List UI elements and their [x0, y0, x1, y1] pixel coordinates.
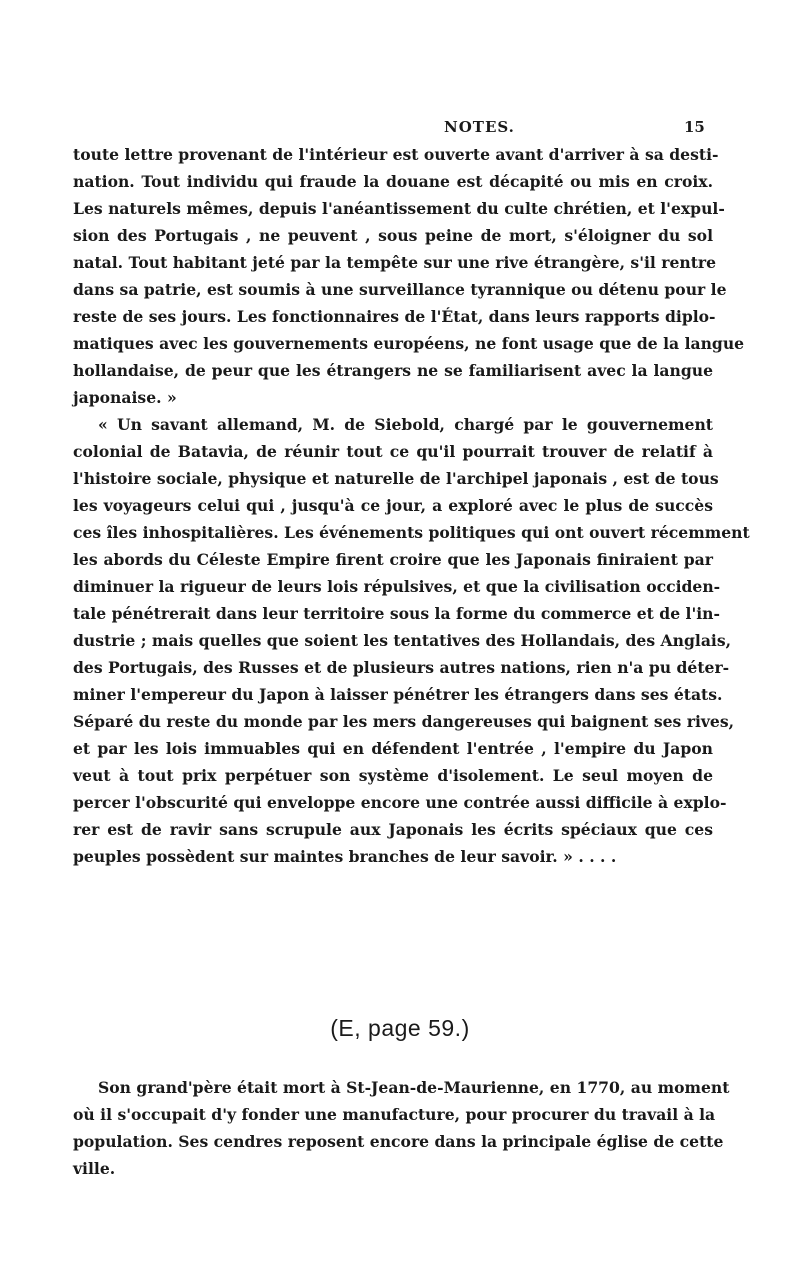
text-line: Séparé du reste du monde par les mers dangereuses qui baignent ses rives, — [73, 712, 735, 731]
text-line: miner l'empereur du Japon à laisser pénétrer les étrangers dans ses états. — [73, 685, 723, 704]
text-line: dustrie ; mais quelles que soient les tentatives des Hollandais, des Anglais, — [73, 631, 732, 650]
text-line: colonial de Batavia, de réunir tout ce qu'il pourrait trouver de relatif à — [73, 442, 713, 461]
page-header — [0, 118, 800, 142]
text-line: hollandaise, de peur que les étrangers ne se familiarisent avec la langue — [73, 361, 713, 380]
text-line: où il s'occupait d'y fonder une manufacture, pour procurer du travail à la — [73, 1105, 716, 1124]
text-line: sion des Portugais , ne peuvent , sous peine de mort, s'éloigner du sol — [73, 226, 713, 245]
text-line: ces îles inhospitalières. Les événements politiques qui ont ouvert récemment — [73, 523, 750, 542]
text-line: l'histoire sociale, physique et naturelle de l'archipel japonais , est de tous — [73, 469, 719, 488]
page-number: 15 — [684, 118, 705, 136]
text-line: nation. Tout individu qui fraude la douane est décapité ou mis en croix. — [73, 172, 713, 191]
text-line: peuples possèdent sur maintes branches de leur savoir. » . . . . — [73, 847, 617, 866]
section-heading: (E, page 59.) — [330, 1015, 470, 1041]
text-line: dans sa patrie, est soumis à une surveillance tyrannique ou détenu pour le — [73, 280, 727, 299]
running-head: NOTES. — [444, 118, 515, 136]
text-line: veut à tout prix perpétuer son système d'isolement. Le seul moyen de — [73, 766, 713, 785]
text-line: ville. — [73, 1159, 116, 1178]
text-line: reste de ses jours. Les fonctionnaires de l'État, dans leurs rapports diplo- — [73, 307, 716, 326]
text-line: natal. Tout habitant jeté par la tempête sur une rive étrangère, s'il rentre — [73, 253, 717, 272]
text-line: rer est de ravir sans scrupule aux Japonais les écrits spéciaux que ces — [73, 820, 713, 839]
text-line: japonaise. » — [73, 388, 177, 407]
text-line: diminuer la rigueur de leurs lois répulsives, et que la civilisation occiden- — [73, 577, 721, 596]
text-line: et par les lois immuables qui en défendent l'entrée , l'empire du Japon — [73, 739, 713, 758]
text-line: matiques avec les gouvernements européens, ne font usage que de la langue — [73, 334, 745, 353]
text-line: population. Ses cendres reposent encore dans la principale église de cette — [73, 1132, 724, 1151]
text-line: tale pénétrerait dans leur territoire sous la forme du commerce et de l'in- — [73, 604, 720, 623]
text-line: « Un savant allemand, M. de Siebold, chargé par le gouvernement — [98, 415, 713, 434]
text-line: Les naturels mêmes, depuis l'anéantissement du culte chrétien, et l'expul- — [73, 199, 725, 218]
text-line: toute lettre provenant de l'intérieur est ouverte avant d'arriver à sa desti- — [73, 145, 719, 164]
text-line: les abords du Céleste Empire firent croire que les Japonais finiraient par — [73, 550, 713, 569]
text-line: percer l'obscurité qui enveloppe encore une contrée aussi difficile à explo- — [73, 793, 727, 812]
text-line: Son grand'père était mort à St-Jean-de-Maurienne, en 1770, au moment — [98, 1078, 730, 1097]
text-line: des Portugais, des Russes et de plusieurs autres nations, rien n'a pu déter- — [73, 658, 730, 677]
text-line: les voyageurs celui qui , jusqu'à ce jour, a exploré avec le plus de succès — [73, 496, 713, 515]
